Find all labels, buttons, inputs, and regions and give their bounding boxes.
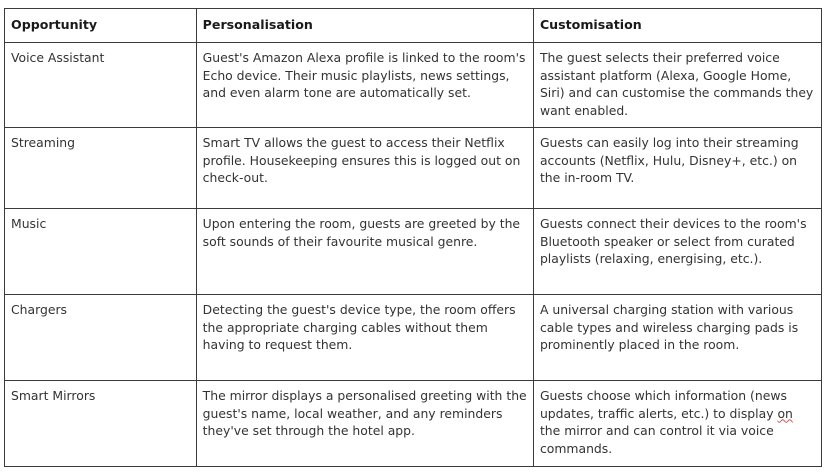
customisation-cell: The guest selects their preferred voice assistant platform (Alexa, Google Home, Siri) and can customise the commands they want enabled.	[533, 43, 821, 128]
spellcheck-flagged-word[interactable]: on	[777, 405, 793, 421]
customisation-cell: Guests connect their devices to the room's Bluetooth speaker or select from curated playlists (relaxing, energising, etc.).	[533, 209, 821, 295]
personalisation-cell: Guest's Amazon Alexa profile is linked to the room's Echo device. Their music playlists, news settings, and even alarm tone are automatically set.	[196, 43, 533, 128]
personalisation-cell: Upon entering the room, guests are greeted by the soft sounds of their favourite musical genre.	[196, 209, 533, 295]
customisation-text-after: the mirror and can control it via voice commands.	[539, 423, 774, 456]
table-header-row	[5, 9, 822, 43]
opportunity-cell: Streaming	[5, 128, 197, 209]
table-row	[5, 295, 822, 381]
header-personalisation: Personalisation	[196, 9, 533, 43]
table-row	[5, 209, 822, 295]
personalisation-cell: Smart TV allows the guest to access their Netflix profile. Housekeeping ensures this is logged out on check-out.	[196, 128, 533, 209]
table-row	[5, 43, 822, 128]
opportunity-cell: Chargers	[5, 295, 197, 381]
table-row	[5, 128, 822, 209]
opportunity-cell: Voice Assistant	[5, 43, 197, 128]
personalisation-cell: Detecting the guest's device type, the room offers the appropriate charging cables without them having to request them.	[196, 295, 533, 381]
customisation-cell: Guests can easily log into their streaming accounts (Netflix, Hulu, Disney+, etc.) on the in-room TV.	[533, 128, 821, 209]
table-row	[5, 381, 822, 467]
comparison-table	[4, 8, 822, 467]
customisation-cell: A universal charging station with various cable types and wireless charging pads is prominently placed in the room.	[533, 295, 821, 381]
header-opportunity: Opportunity	[5, 9, 197, 43]
personalisation-cell: The mirror displays a personalised greeting with the guest's name, local weather, and any reminders they've set through the hotel app.	[196, 381, 533, 467]
opportunity-cell: Smart Mirrors	[5, 381, 197, 467]
header-customisation: Customisation	[533, 9, 821, 43]
customisation-text-before: Guests choose which information (news updates, traffic alerts, etc.) to display	[539, 388, 787, 421]
customisation-cell	[533, 381, 821, 467]
opportunity-cell: Music	[5, 209, 197, 295]
